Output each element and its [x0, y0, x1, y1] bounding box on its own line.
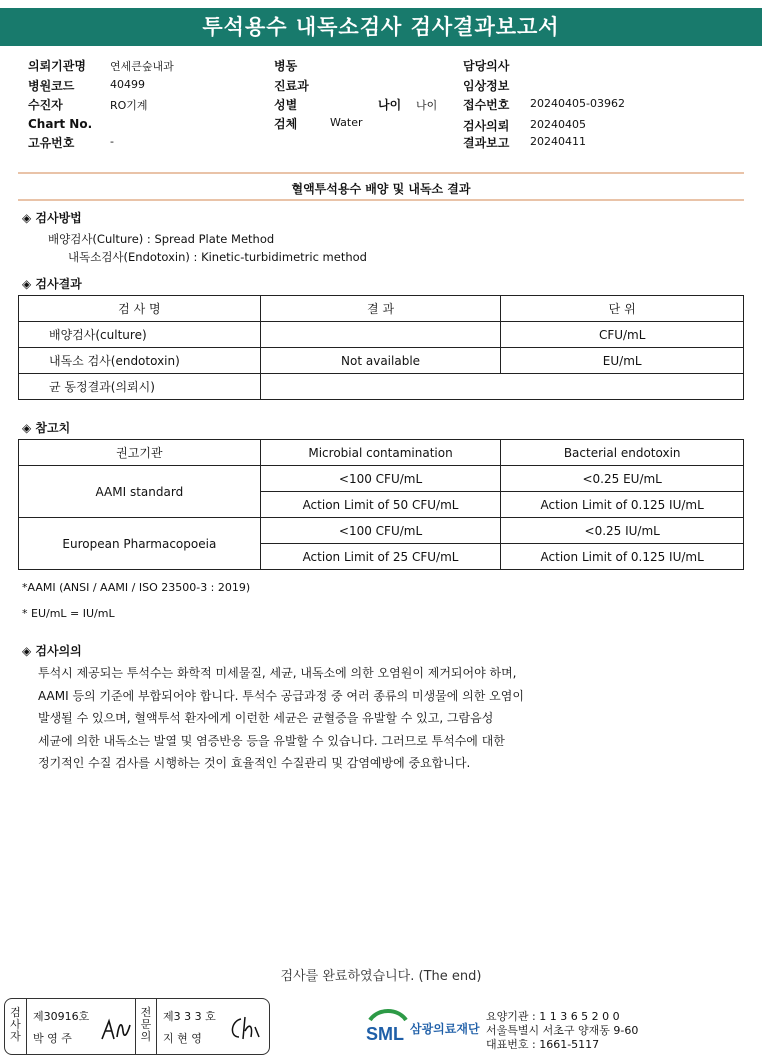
value-hospital-code: 40499: [110, 78, 145, 91]
footer-info-phone: 대표번호 : 1661-5117: [486, 1038, 600, 1051]
value-institution: 연세큰숲내과: [110, 60, 174, 73]
row-culture-unit: CFU/mL: [501, 322, 744, 348]
results-table: [18, 295, 744, 400]
table-row: [19, 466, 744, 492]
tester-label: 검 사 자: [5, 999, 27, 1054]
label-doctor: 담당의사: [463, 59, 510, 73]
reference-note-aami: *AAMI (ANSI / AAMI / ISO 23500-3 : 2019): [22, 581, 251, 594]
section-heading: 혈액투석용수 배양 및 내독소 결과: [291, 182, 471, 196]
tester-name: 박 영 주: [33, 1032, 72, 1045]
method-title: ◈ 검사방법: [22, 211, 82, 225]
label-age: 나이: [378, 98, 402, 112]
confirmer-label: 전 문 의: [135, 999, 157, 1054]
confirmer-name: 지 현 영: [163, 1032, 202, 1045]
header-test-name: 검 사 명: [19, 296, 261, 322]
logo-text: SML: [366, 1024, 404, 1044]
label-report-date: 결과보고: [463, 136, 510, 150]
label-chart-no: Chart No.: [28, 117, 93, 131]
header-agency: 권고기관: [19, 440, 261, 466]
ep-micro-limit: <100 CFU/mL: [260, 518, 501, 544]
value-patient: RO기계: [110, 99, 148, 112]
value-specimen: Water: [330, 116, 363, 129]
footer-info-code: 요양기관 : 1 1 3 6 5 2 0 0: [486, 1010, 620, 1023]
significance-line: AAMI 등의 기준에 부합되어야 합니다. 투석수 공급과정 중 여러 종류의 미생물에 의한 오염이: [38, 688, 524, 703]
method-culture: 배양검사(Culture) : Spread Plate Method: [48, 232, 275, 246]
aami-micro-limit: <100 CFU/mL: [260, 466, 501, 492]
tester-signature: [99, 1017, 133, 1048]
ep-endo-limit: <0.25 IU/mL: [501, 518, 744, 544]
row-culture-name: 배양검사(culture): [19, 322, 261, 348]
value-request-date: 20240405: [530, 118, 586, 131]
aami-org: AAMI standard: [19, 466, 261, 518]
header-info: [0, 0, 762, 160]
tester-license: 제30916호: [33, 1010, 90, 1023]
label-sex: 성별: [274, 98, 298, 112]
label-receipt-no: 접수번호: [463, 98, 510, 112]
ep-org: European Pharmacopoeia: [19, 518, 261, 570]
table-header-row: [19, 296, 744, 322]
label-patient: 수진자: [28, 98, 63, 112]
aami-micro-action: Action Limit of 50 CFU/mL: [260, 492, 501, 518]
label-specimen: 검체: [274, 117, 298, 131]
header-microbial: Microbial contamination: [260, 440, 501, 466]
table-header-row: [19, 440, 744, 466]
reference-title: ◈ 참고치: [22, 421, 71, 435]
value-unique-no: -: [110, 135, 114, 148]
label-ward: 병동: [274, 59, 298, 73]
reference-note-unit: * EU/mL = IU/mL: [22, 607, 115, 620]
report-title: 투석용수 내독소검사 검사결과보고서: [0, 8, 762, 46]
confirmer-signature: [227, 1013, 263, 1047]
header-unit: 단 위: [501, 296, 744, 322]
row-culture-result: [260, 322, 501, 348]
significance-line: 세균에 의한 내독소는 발열 및 염증반응 등을 유발할 수 있습니다. 그러므로 투석수에 대한: [38, 733, 505, 748]
label-institution: 의뢰기관명: [28, 59, 86, 73]
end-text: 검사를 완료하였습니다. (The end): [280, 969, 482, 984]
significance-title: ◈ 검사의의: [22, 644, 82, 658]
ep-endo-action: Action Limit of 0.125 IU/mL: [501, 544, 744, 570]
results-title: ◈ 검사결과: [22, 277, 82, 291]
signature-box: [4, 998, 270, 1055]
row-endotoxin-result: Not available: [260, 348, 501, 374]
table-row: [19, 348, 744, 374]
table-row: [19, 374, 744, 400]
header-endotoxin: Bacterial endotoxin: [501, 440, 744, 466]
label-clinical-info: 임상정보: [463, 79, 510, 93]
label-request-date: 검사의뢰: [463, 119, 510, 133]
footer-info-address: 서울특별시 서초구 양재동 9-60: [486, 1024, 639, 1037]
row-endotoxin-unit: EU/mL: [501, 348, 744, 374]
label-department: 진료과: [274, 79, 309, 93]
row-identification-result: [260, 374, 743, 400]
row-identification-name: 균 동정결과(의뢰시): [19, 374, 261, 400]
label-unique-no: 고유번호: [28, 136, 75, 150]
ep-micro-action: Action Limit of 25 CFU/mL: [260, 544, 501, 570]
significance-line: 정기적인 수질 검사를 시행하는 것이 효율적인 수질관리 및 감염예방에 중요합니다.: [38, 756, 471, 770]
org-name: 삼광의료재단: [410, 1022, 480, 1036]
significance-body: [38, 662, 524, 775]
significance-line: 발생될 수 있으며, 혈액투석 환자에게 이런한 세균은 균혈증을 유발할 수 있고, 그람음성: [38, 711, 494, 725]
confirmer-license: 제3 3 3 호: [163, 1010, 216, 1023]
method-endotoxin: 내독소검사(Endotoxin) : Kinetic-turbidimetric method: [68, 250, 367, 264]
table-row: [19, 518, 744, 544]
label-hospital-code: 병원코드: [28, 79, 75, 93]
value-age: 나이: [416, 99, 438, 112]
aami-endo-action: Action Limit of 0.125 IU/mL: [501, 492, 744, 518]
aami-endo-limit: <0.25 EU/mL: [501, 466, 744, 492]
row-endotoxin-name: 내독소 검사(endotoxin): [19, 348, 261, 374]
header-result: 결 과: [260, 296, 501, 322]
value-receipt-no: 20240405-03962: [530, 97, 625, 110]
section-divider-bottom: [18, 199, 744, 201]
table-row: [19, 322, 744, 348]
section-divider-top: [18, 172, 744, 174]
value-report-date: 20240411: [530, 135, 586, 148]
sml-logo: [366, 1006, 410, 1048]
reference-table: [18, 439, 744, 570]
significance-line: 투석시 제공되는 투석수는 화학적 미세물질, 세균, 내독소에 의한 오염원이 제거되어야 하며,: [38, 666, 517, 680]
